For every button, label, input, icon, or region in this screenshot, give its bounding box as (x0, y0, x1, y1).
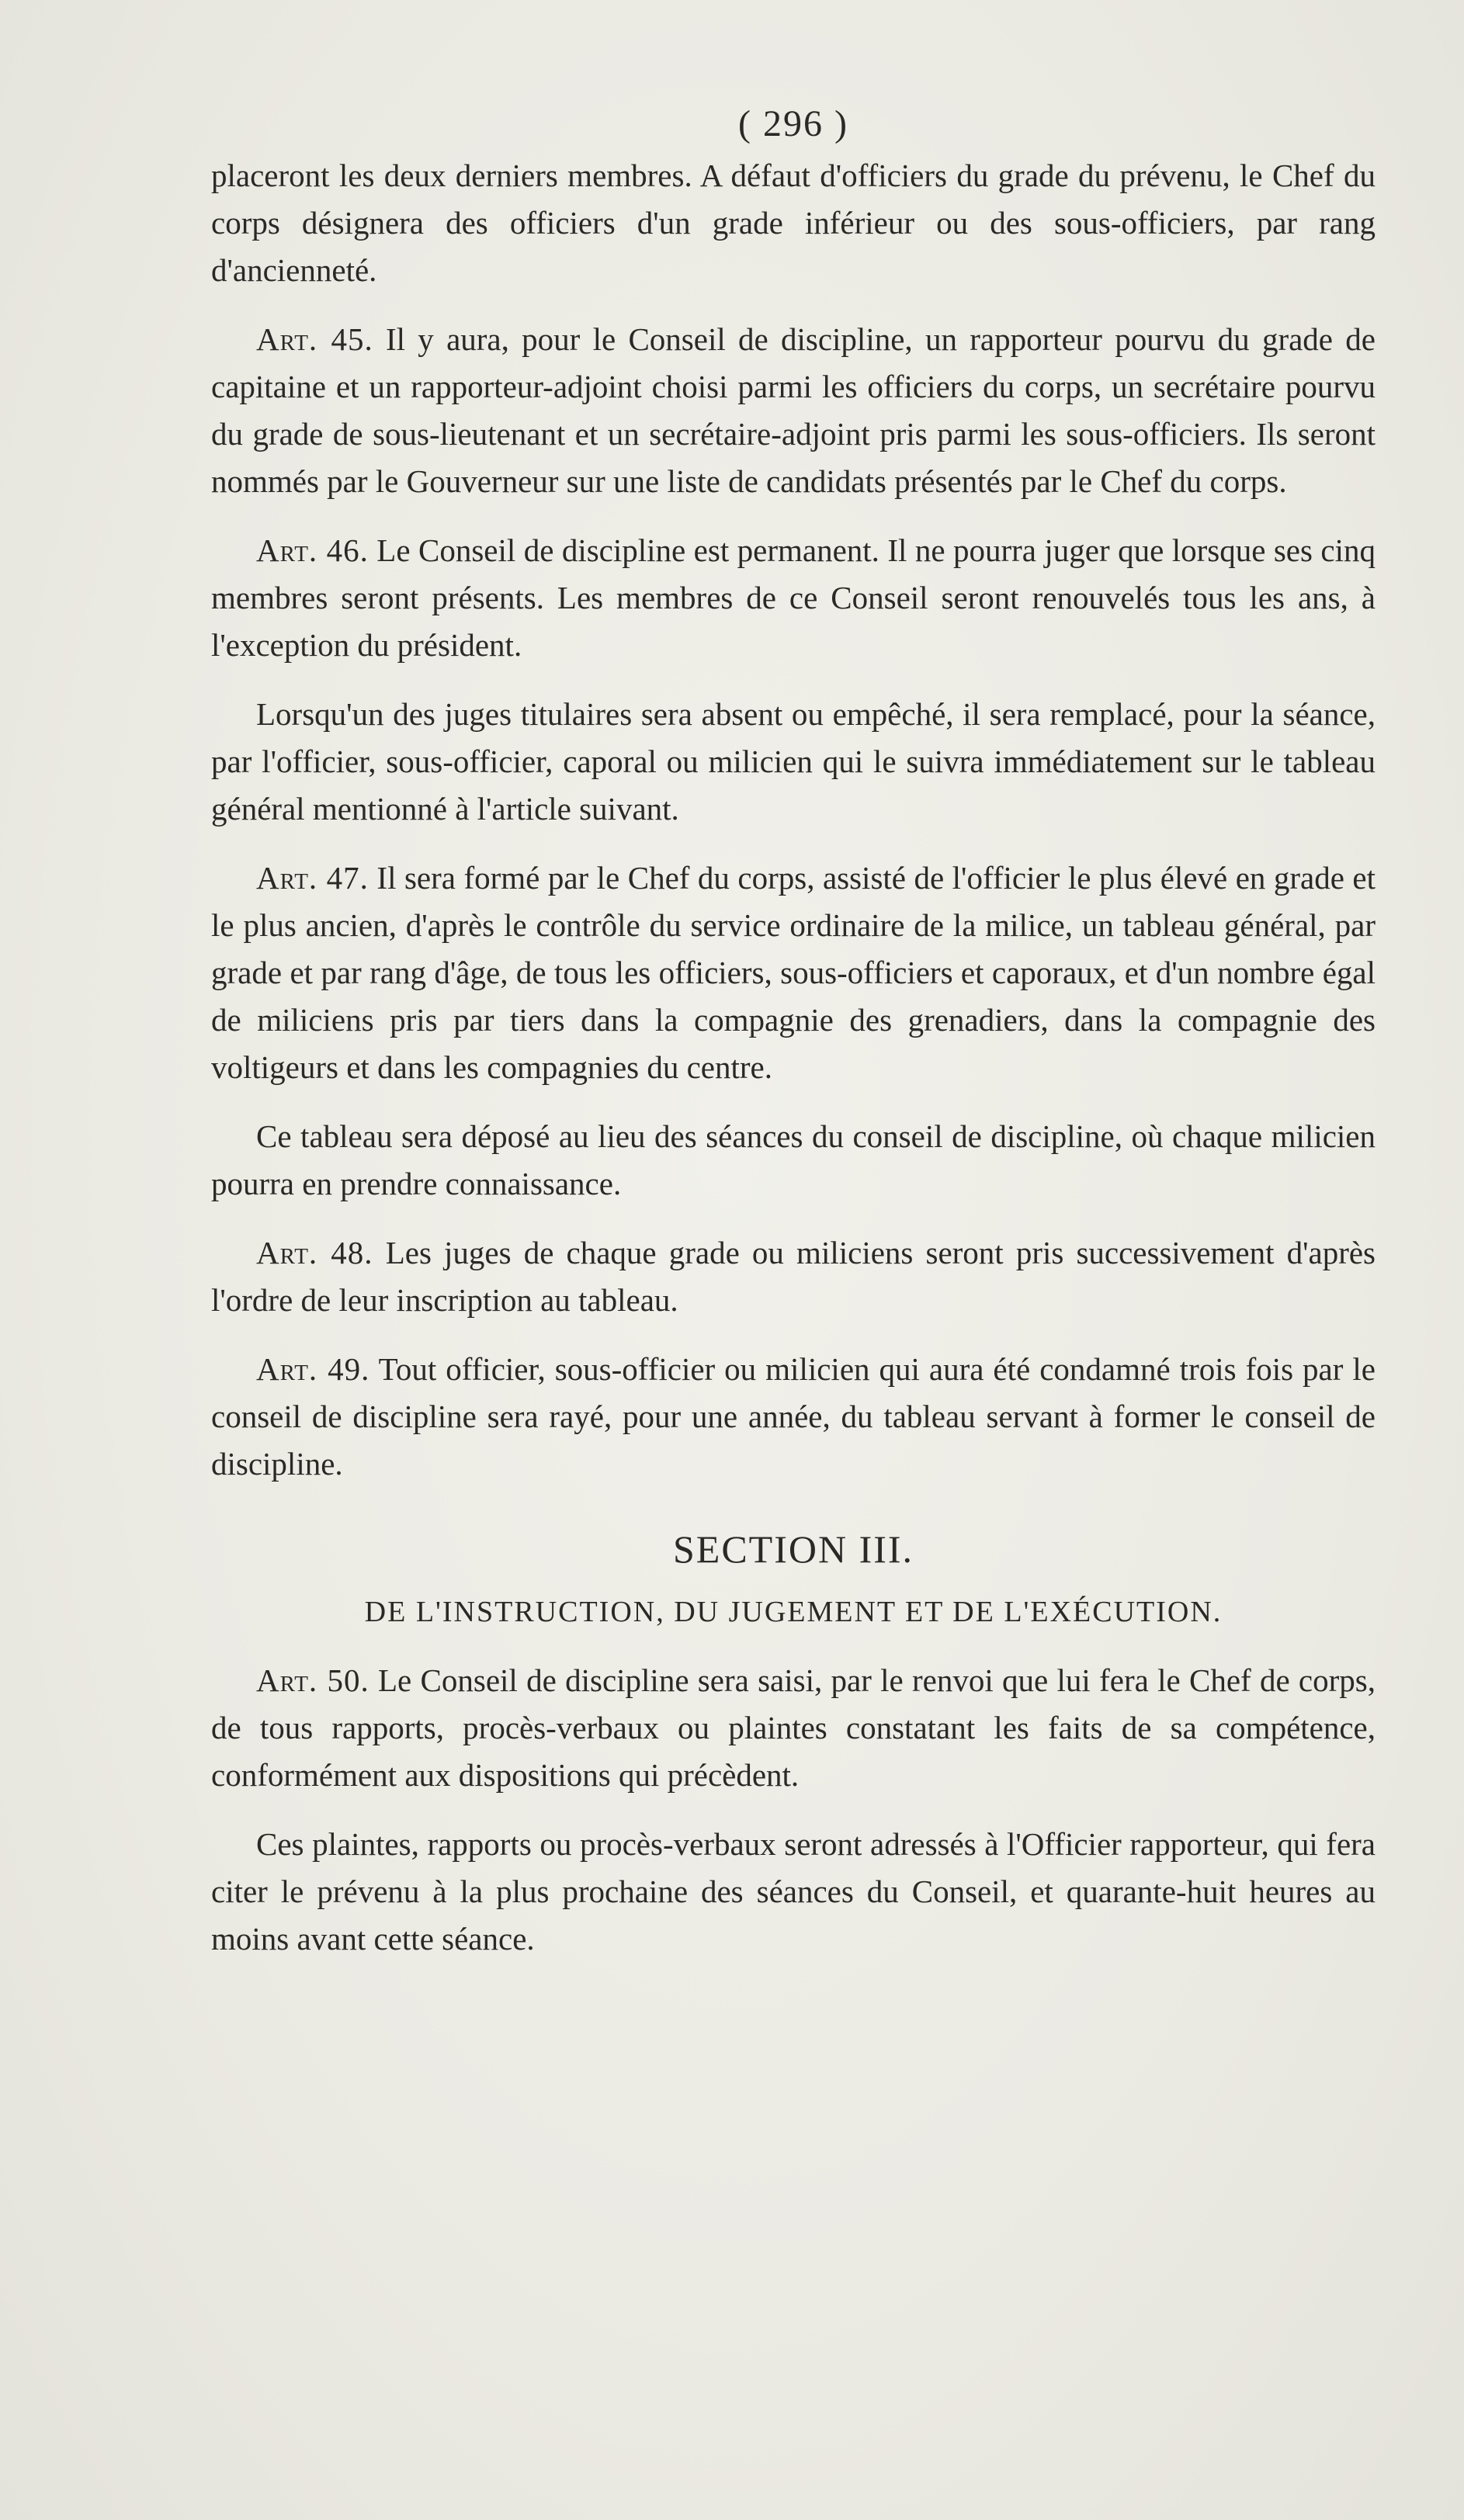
article-50 (211, 1657, 1376, 1799)
article-46 (211, 527, 1376, 669)
article-text: Il sera formé par le Chef du corps, assisté de l'officier le plus élevé en grade et le plus ancien, d'après le contrôle du service ordinaire de la milice, un tableau général, par grade et par rang d'âge, de tous les officiers, sous-officiers et caporaux, et d'un nombre égal de miliciens pris par tiers dans la compagnie des grenadiers, dans la compagnie des voltigeurs et dans les compagnies du centre. (211, 860, 1376, 1085)
article-text: Le Conseil de discipline sera saisi, par le renvoi que lui fera le Chef de corps, de tous rapports, procès-verbaux ou plaintes constatant les faits de sa compétence, conformément aux dispositions qui précèdent. (211, 1662, 1376, 1793)
article-label: Art. 46. (256, 532, 369, 568)
paragraph-continuation: placeront les deux derniers membres. A défaut d'officiers du grade du prévenu, le Chef du corps désignera des officiers d'un grade inférieur ou des sous-officiers, par rang d'ancienneté. (211, 158, 1376, 288)
article-label: Art. 47. (256, 860, 369, 896)
section-title: SECTION III. (672, 1527, 914, 1571)
article-48 (211, 1229, 1376, 1324)
paragraph-replacement: Lorsqu'un des juges titulaires sera absent ou empêché, il sera remplacé, pour la séance, par l'officier, sous-officier, caporal ou milicien qui le suivra immédiatement sur le tableau général mentionné à l'article suivant. (211, 696, 1376, 827)
article-text: Les juges de chaque grade ou miliciens seront pris successivement d'après l'ordre de leur inscription au tableau. (211, 1235, 1376, 1318)
section-subtitle: DE L'INSTRUCTION, DU JUGEMENT ET DE L'EXÉCUTION. (364, 1596, 1223, 1628)
text-block (211, 101, 1376, 1984)
article-label: Art. 48. (256, 1235, 373, 1270)
article-47 (211, 854, 1376, 1091)
article-label: Art. 45. (256, 321, 373, 357)
article-label: Art. 49. (256, 1351, 370, 1387)
article-45 (211, 316, 1376, 505)
article-text: Il y aura, pour le Conseil de discipline, un rapporteur pourvu du grade de capitaine et un rapporteur-adjoint choisi parmi les officiers du corps, un secrétaire pourvu du grade de sous-lieutenant et un secrétaire-adjoint pris parmi les sous-officiers. Ils seront nommés par le Gouverneur sur une liste de candidats présentés par le Chef du corps. (211, 321, 1376, 499)
paragraph-plaintes: Ces plaintes, rapports ou procès-verbaux seront adressés à l'Officier rapporteur, qui fera citer le prévenu à la plus prochaine des séances du Conseil, et quarante-huit heures au moins avant cette séance. (211, 1826, 1376, 1957)
article-49 (211, 1346, 1376, 1488)
paragraph-tableau: Ce tableau sera déposé au lieu des séances du conseil de discipline, où chaque milicien pourra en prendre connaissance. (211, 1118, 1376, 1201)
article-text: Le Conseil de discipline est permanent. Il ne pourra juger que lorsque ses cinq membres seront présents. Les membres de ce Conseil seront renouvelés tous les ans, à l'exception du président. (211, 532, 1376, 663)
article-text: Tout officier, sous-officier ou milicien qui aura été condamné trois fois par le conseil de discipline sera rayé, pour une année, du tableau servant à former le conseil de discipline. (211, 1351, 1376, 1482)
page-number: ( 296 ) (738, 103, 848, 144)
article-label: Art. 50. (256, 1662, 369, 1698)
